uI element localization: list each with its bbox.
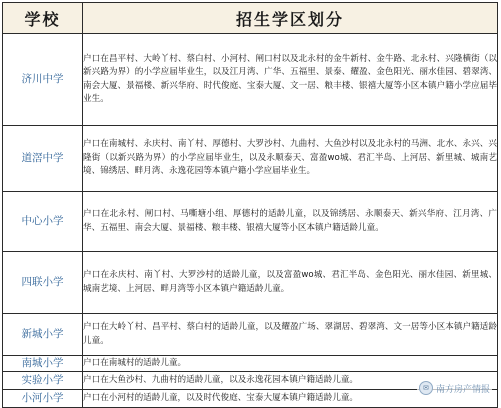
zone-description: 户口在大鱼沙村、九曲村的适龄儿童，以及永逸花园本镇户籍适龄儿童。 bbox=[83, 372, 498, 390]
table-row bbox=[3, 314, 498, 356]
table-row bbox=[3, 192, 498, 252]
school-name: 道滘中学 bbox=[3, 126, 83, 192]
zone-description: 户口在大岭丫村、昌平村、蔡白村的适龄儿童，以及耀盈广场、翠湖居、碧翠湾、文一居等小区本镇户籍适龄儿童。 bbox=[83, 314, 498, 356]
zone-description: 户口在北永村、闸口村、马嘶塘小组、厚德村的适龄儿童，以及锦绣居、永顺泰天、新兴华府、江月湾、广华、五福里、南会大厦、景福楼、粮丰楼、银禧大厦等小区本镇户籍适龄儿童。 bbox=[83, 192, 498, 252]
watermark-text: 南方房产情报 bbox=[435, 384, 490, 395]
table-row bbox=[3, 252, 498, 314]
header-school: 学校 bbox=[3, 3, 83, 34]
zone-description: 户口在南城村的适龄儿童。 bbox=[83, 356, 498, 372]
school-name: 实验小学 bbox=[3, 372, 83, 390]
school-name: 四联小学 bbox=[3, 252, 83, 314]
table-row bbox=[3, 356, 498, 372]
school-name: 中心小学 bbox=[3, 192, 83, 252]
school-name: 小河小学 bbox=[3, 390, 83, 408]
school-name: 新城小学 bbox=[3, 314, 83, 356]
enrollment-zone-sheet bbox=[2, 2, 498, 404]
watermark bbox=[417, 381, 492, 395]
zone-description: 户口在南城村、永庆村、南丫村、厚德村、大罗沙村、九曲村、大鱼沙村以及北永村的马洲、北水、永兴、兴隆街（以新兴路为界）的小学应届毕业生，以及永顺泰天、富盈wo城、君汇半岛、上河居、新里城、城南艺境、锦绣居、畔月湾、永逸花园等本镇户籍小学应届毕业生。 bbox=[83, 126, 498, 192]
enrollment-zone-table bbox=[2, 2, 498, 408]
table-row bbox=[3, 126, 498, 192]
school-name: 济川中学 bbox=[3, 34, 83, 126]
header-zone: 招生学区划分 bbox=[83, 3, 498, 34]
wechat-logo-icon: ✉ bbox=[419, 381, 433, 395]
zone-description: 户口在永庆村、南丫村、大罗沙村的适龄儿童，以及富盈wo城、君汇半岛、金色阳光、丽水佳园、新里城、城南艺境、上河居、畔月湾等小区本镇户籍适龄儿童。 bbox=[83, 252, 498, 314]
zone-description: 户口在昌平村、大岭丫村、蔡白村、小河村、闸口村以及北永村的金牛新村、金牛路、北永村、兴隆横街（以新兴路为界）的小学应届毕业生，以及江月湾、广华、五福里、景泰、耀盈、金色阳光、丽水佳园、碧翠湾、南会大厦、景福楼、新兴华府、时代俊庭、宝泰大厦、文一居、粮丰楼、银禧大厦等小区本镇户籍小学应届毕业生。 bbox=[83, 34, 498, 126]
header-row bbox=[3, 3, 498, 34]
school-name: 南城小学 bbox=[3, 356, 83, 372]
zone-description: 户口在小河村的适龄儿童，以及时代俊庭、宝泰大厦本镇户籍适龄儿童。 bbox=[83, 390, 498, 408]
table-row bbox=[3, 34, 498, 126]
